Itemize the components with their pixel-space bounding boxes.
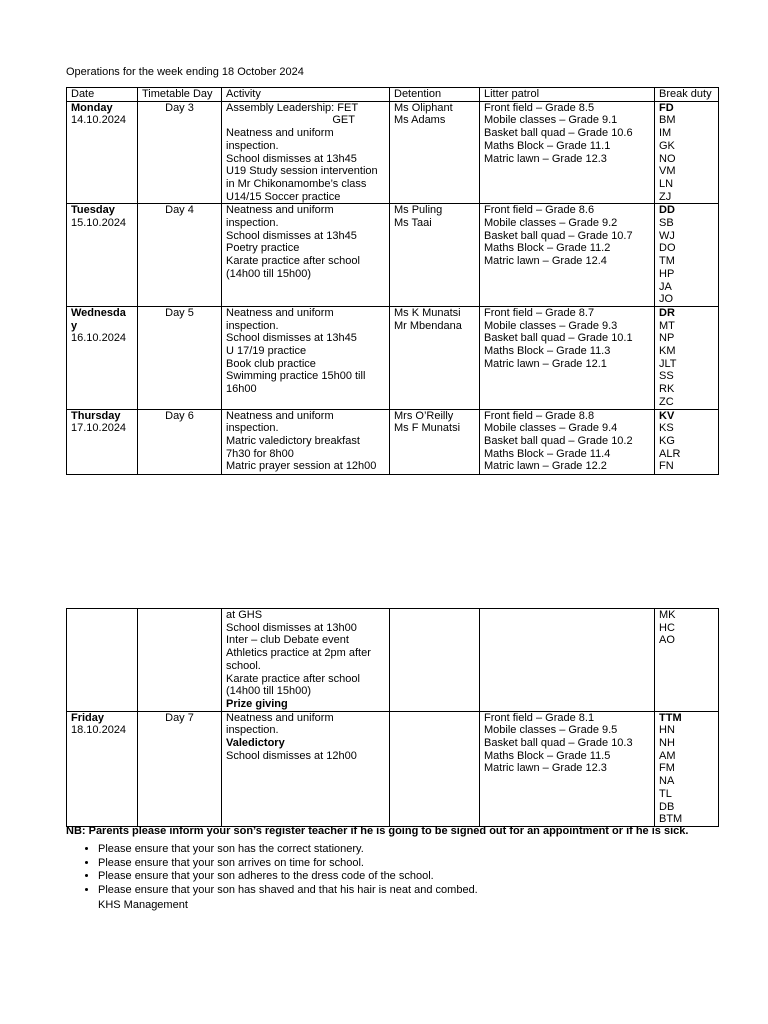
- duty-initials: VM: [659, 165, 676, 178]
- duty-initials: ZC: [659, 395, 674, 408]
- date-cell: [67, 204, 138, 307]
- table-row-thursday-continued: [67, 609, 719, 712]
- duty-initials: NA: [659, 775, 675, 788]
- duty-initials: HN: [659, 724, 675, 737]
- activity-cell: [222, 711, 390, 826]
- duty-initials: HC: [659, 621, 675, 634]
- detention-teacher: Ms F Munatsi: [394, 422, 461, 435]
- duty-initials: LN: [659, 177, 674, 190]
- day-name: Friday: [71, 711, 105, 724]
- activity-line: Neatness and uniform inspection.: [226, 127, 334, 152]
- duty-head: KV: [659, 409, 675, 422]
- duty-initials: SB: [659, 217, 674, 230]
- detention-cell: [390, 711, 480, 826]
- day-name: Wednesda: [71, 306, 126, 319]
- litter-assignment: Front field – Grade 8.6: [484, 204, 595, 217]
- activity-line: Book club practice: [226, 357, 316, 370]
- column-header: Timetable Day: [138, 88, 222, 102]
- litter-assignment: Mobile classes – Grade 9.4: [484, 422, 618, 435]
- duty-initials: JO: [659, 293, 674, 306]
- break-duty-cell: [655, 409, 719, 474]
- column-header: Break duty: [655, 88, 719, 102]
- activity-line: School dismisses at 13h00: [226, 621, 357, 634]
- date-cell: [67, 711, 138, 826]
- column-header: Litter patrol: [480, 88, 655, 102]
- detention-cell: [390, 609, 480, 712]
- litter-assignment: Matric lawn – Grade 12.2: [484, 460, 607, 473]
- duty-initials: ZJ: [659, 190, 672, 203]
- litter-assignment: Mobile classes – Grade 9.2: [484, 217, 618, 230]
- activity-line: Neatness and uniform inspection.: [226, 409, 334, 435]
- table-row-thursday: [67, 409, 719, 474]
- activity-line: Poetry practice: [226, 242, 300, 255]
- litter-assignment: Matric lawn – Grade 12.3: [484, 762, 607, 775]
- date-value: 18.10.2024: [71, 724, 127, 737]
- litter-assignment: Basket ball quad – Grade 10.7: [484, 229, 633, 242]
- header-row: [67, 88, 719, 102]
- duty-initials: NO: [659, 152, 676, 165]
- duty-initials: AO: [659, 634, 675, 647]
- litter-assignment: Mobile classes – Grade 9.1: [484, 114, 618, 127]
- activity-line: School dismisses at 13h45: [226, 152, 357, 165]
- table-row-tuesday: [67, 204, 719, 307]
- date-cell: [67, 409, 138, 474]
- detention-cell: [390, 204, 480, 307]
- duty-initials: JLT: [659, 357, 677, 370]
- activity-cell: [222, 204, 390, 307]
- duty-initials: BM: [659, 114, 676, 127]
- timetable-day-cell: [138, 609, 222, 712]
- timetable-day-cell: Day 6: [138, 409, 222, 474]
- activity-line: School dismisses at 12h00: [226, 749, 357, 762]
- duty-initials: GK: [659, 139, 675, 152]
- litter-assignment: Matric lawn – Grade 12.1: [484, 357, 607, 370]
- activity-line: Karate practice after school (14h00 till 15h00): [226, 255, 360, 280]
- activity-line: Matric valedictory breakfast 7h30 for 8h00: [226, 434, 360, 460]
- activity-line: U14/15 Soccer practice: [226, 190, 341, 203]
- litter-patrol-cell: [480, 409, 655, 474]
- table-row-wednesday: [67, 306, 719, 409]
- activity-line: U 17/19 practice: [226, 345, 307, 358]
- litter-assignment: Maths Block – Grade 11.5: [484, 749, 611, 762]
- timetable-day-cell: Day 4: [138, 204, 222, 307]
- activity-line: Valedictory: [226, 737, 285, 750]
- timetable-day-cell: Day 3: [138, 101, 222, 204]
- activity-cell: [222, 306, 390, 409]
- activity-line: Karate practice after school (14h00 till 15h00): [226, 672, 360, 698]
- duty-initials: DO: [659, 242, 676, 255]
- break-duty-cell: [655, 306, 719, 409]
- day-name: Thursday: [71, 409, 121, 422]
- detention-cell: [390, 101, 480, 204]
- litter-assignment: Matric lawn – Grade 12.3: [484, 152, 607, 165]
- duty-initials: KM: [659, 345, 676, 358]
- activity-line: GET: [332, 114, 355, 127]
- duty-initials: WJ: [659, 229, 675, 242]
- timetable-day-cell: Day 7: [138, 711, 222, 826]
- duty-initials: KG: [659, 434, 675, 447]
- date-cell: [67, 101, 138, 204]
- activity-line: U19 Study session intervention in Mr Chikonamombe’s class: [226, 165, 378, 190]
- break-duty-cell: [655, 204, 719, 307]
- litter-patrol-cell: [480, 609, 655, 712]
- litter-assignment: Mobile classes – Grade 9.3: [484, 319, 618, 332]
- duty-initials: MT: [659, 319, 675, 332]
- activity-cell: [222, 101, 390, 204]
- date-value: 17.10.2024: [71, 422, 127, 435]
- notes-list: [66, 843, 478, 897]
- detention-teacher: Mr Mbendana: [394, 319, 462, 332]
- litter-assignment: Maths Block – Grade 11.2: [484, 242, 611, 255]
- litter-patrol-cell: [480, 204, 655, 307]
- litter-assignment: Basket ball quad – Grade 10.6: [484, 127, 633, 140]
- date-value: 14.10.2024: [71, 114, 127, 127]
- duty-head: DR: [659, 306, 675, 319]
- activity-line: Neatness and uniform inspection.: [226, 711, 334, 737]
- duty-initials: FM: [659, 762, 675, 775]
- list-item: • Please ensure that your son has the correct stationery.: [98, 843, 478, 857]
- day-name: y: [71, 319, 78, 332]
- duty-initials: NP: [659, 332, 675, 345]
- nb-notice: NB: Parents please inform your son’s register teacher if he is going to be signed out for an appointment or if he is sick.: [66, 825, 689, 837]
- date-cell: [67, 306, 138, 409]
- duty-initials: SS: [659, 370, 674, 383]
- detention-cell: [390, 409, 480, 474]
- duty-initials: TM: [659, 255, 675, 268]
- litter-assignment: Front field – Grade 8.5: [484, 101, 595, 114]
- column-header: Activity: [222, 88, 390, 102]
- break-duty-cell: [655, 101, 719, 204]
- table-row-friday: [67, 711, 719, 826]
- break-duty-cell: [655, 711, 719, 826]
- detention-teacher: Ms Adams: [394, 114, 446, 127]
- duty-initials: JA: [659, 280, 672, 293]
- activity-line: at GHS: [226, 609, 263, 621]
- litter-patrol-cell: [480, 711, 655, 826]
- litter-assignment: Basket ball quad – Grade 10.1: [484, 332, 633, 345]
- date-value: 16.10.2024: [71, 332, 127, 345]
- detention-teacher: Ms Oliphant: [394, 101, 453, 114]
- day-name: Monday: [71, 101, 113, 114]
- litter-assignment: Maths Block – Grade 11.4: [484, 447, 611, 460]
- activity-cell: [222, 409, 390, 474]
- activity-line: Inter – club Debate event: [226, 634, 349, 647]
- duty-initials: DB: [659, 800, 675, 813]
- activity-line: Neatness and uniform inspection.: [226, 204, 334, 230]
- duty-initials: MK: [659, 609, 676, 621]
- signoff: KHS Management: [98, 899, 188, 911]
- operations-table: [66, 87, 719, 475]
- activity-line: Prize giving: [226, 697, 288, 710]
- litter-assignment: Matric lawn – Grade 12.4: [484, 255, 607, 268]
- detention-teacher: Ms Puling: [394, 204, 443, 217]
- litter-assignment: Front field – Grade 8.7: [484, 306, 595, 319]
- list-item: • Please ensure that your son has shaved and that his hair is neat and combed.: [98, 884, 478, 898]
- detention-teacher: Ms K Munatsi: [394, 306, 461, 319]
- list-item: • Please ensure that your son arrives on time for school.: [98, 857, 478, 871]
- activity-line: Neatness and uniform inspection.: [226, 306, 334, 332]
- duty-head: DD: [659, 204, 675, 217]
- duty-head: FD: [659, 101, 674, 114]
- activity-line: School dismisses at 13h45: [226, 229, 357, 242]
- litter-assignment: Mobile classes – Grade 9.5: [484, 724, 618, 737]
- day-name: Tuesday: [71, 204, 115, 217]
- duty-initials: ALR: [659, 447, 681, 460]
- activity-line: Assembly Leadership: FET: [226, 101, 359, 114]
- table-row-monday: [67, 101, 719, 204]
- litter-assignment: Maths Block – Grade 11.3: [484, 345, 611, 358]
- litter-patrol-cell: [480, 101, 655, 204]
- activity-cell: [222, 609, 390, 712]
- duty-head: TTM: [659, 711, 682, 724]
- duty-initials: AM: [659, 749, 676, 762]
- column-header: Date: [67, 88, 138, 102]
- litter-assignment: Front field – Grade 8.1: [484, 711, 595, 724]
- litter-assignment: Basket ball quad – Grade 10.3: [484, 737, 633, 750]
- litter-assignment: Basket ball quad – Grade 10.2: [484, 434, 633, 447]
- duty-initials: FN: [659, 460, 674, 473]
- litter-assignment: Front field – Grade 8.8: [484, 409, 595, 422]
- duty-initials: RK: [659, 383, 675, 396]
- duty-initials: BTM: [659, 813, 683, 826]
- activity-line: Athletics practice at 2pm after school.: [226, 647, 371, 672]
- activity-line: Swimming practice 15h00 till 16h00: [226, 370, 366, 396]
- duty-initials: IM: [659, 127, 672, 140]
- detention-teacher: Ms Taai: [394, 217, 432, 230]
- activity-line: Matric prayer session at 12h00: [226, 460, 377, 473]
- litter-patrol-cell: [480, 306, 655, 409]
- operations-table-continued: [66, 608, 719, 827]
- litter-assignment: Maths Block – Grade 11.1: [484, 139, 611, 152]
- duty-initials: KS: [659, 422, 674, 435]
- document-heading: Operations for the week ending 18 October 2024: [66, 66, 304, 78]
- list-item: • Please ensure that your son adheres to the dress code of the school.: [98, 870, 478, 884]
- duty-initials: NH: [659, 737, 675, 750]
- detention-cell: [390, 306, 480, 409]
- timetable-day-cell: Day 5: [138, 306, 222, 409]
- duty-initials: TL: [659, 787, 672, 800]
- date-cell: [67, 609, 138, 712]
- activity-line: School dismisses at 13h45: [226, 332, 357, 345]
- break-duty-cell: [655, 609, 719, 712]
- date-value: 15.10.2024: [71, 217, 127, 230]
- detention-teacher: Mrs O’Reilly: [394, 409, 454, 422]
- duty-initials: HP: [659, 267, 675, 280]
- column-header: Detention: [390, 88, 480, 102]
